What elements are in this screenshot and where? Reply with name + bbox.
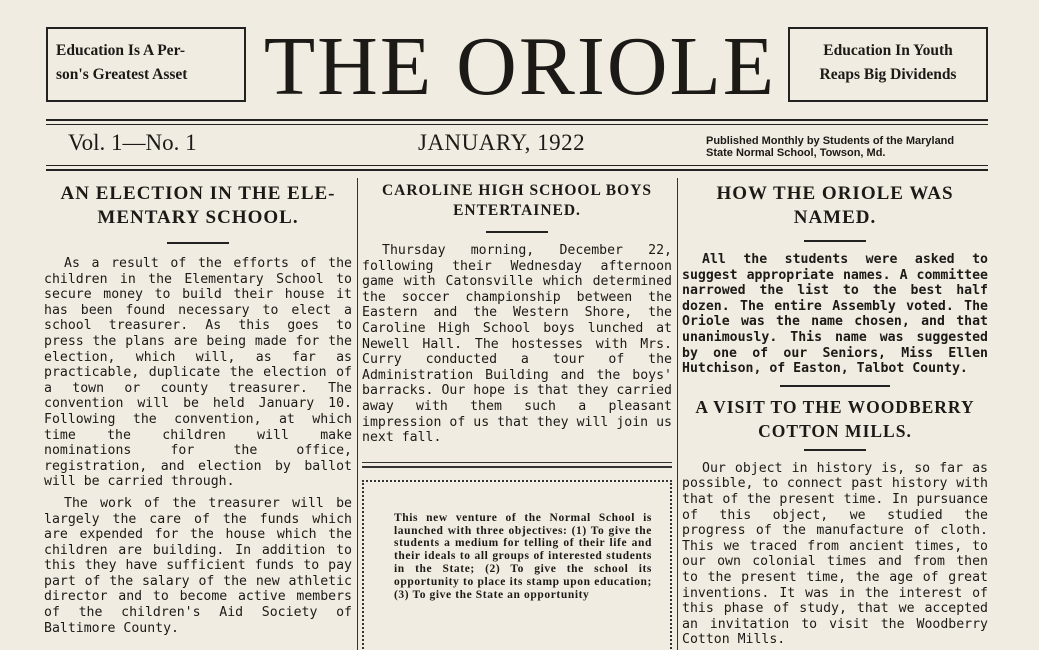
masthead-title: THE ORIOLE <box>263 20 777 113</box>
headline-line-2: ENTERTAINED. <box>453 202 581 219</box>
publisher-line-2: State Normal School, Towson, Md. <box>706 147 886 159</box>
section-divider <box>780 385 890 387</box>
headline-line-2: MENTARY SCHOOL. <box>97 207 299 228</box>
column-3 <box>682 178 988 650</box>
article-body-caroline <box>362 243 672 446</box>
paragraph: The work of the treasurer will be largely the care of the funds which are expended for the house which the children are building. In addition to this they have sufficient funds to pay part of the salary of the new athletic director and to become active members of the children's Aid Society of Baltimore County. <box>44 495 352 636</box>
headline-divider <box>804 449 866 451</box>
top-rule-thin <box>46 124 988 125</box>
left-ear-line-2: son's Greatest Asset <box>56 66 188 83</box>
article-body-election <box>44 256 352 636</box>
right-ear-line-1: Education In Youth <box>823 42 953 59</box>
headline-line-1: AN ELECTION IN THE ELE- <box>60 183 336 204</box>
article-headline-oriole-named <box>682 182 988 230</box>
left-ear-box <box>46 27 246 102</box>
article-body-woodberry <box>682 461 988 648</box>
volume-number: Vol. 1—No. 1 <box>68 130 197 155</box>
article-headline-caroline <box>362 181 672 221</box>
right-ear-line-2: Reaps Big Dividends <box>819 66 957 83</box>
headline-divider <box>486 231 548 233</box>
column-divider-1 <box>357 178 358 650</box>
column-2 <box>362 178 672 650</box>
article-headline-election <box>44 182 352 230</box>
paragraph: Thursday morning, December 22, following their Wednesday afternoon game with Catonsville which determined the soccer championship between the Eastern and the Western Shore, the Caroline High School boys lunched at Newell Hall. The hostesses with Mrs. Curry conducted a tour of the Administration Building and the boys' barracks. Our hope is that they carried away with them such a pleasant impression of us that they will join us next fall. <box>362 243 672 446</box>
right-ear-box <box>788 27 988 102</box>
article-headline-woodberry <box>682 395 988 443</box>
left-ear-line-1: Education Is A Per- <box>56 42 186 59</box>
issue-date: JANUARY, 1922 <box>418 130 586 155</box>
paragraph: As a result of the efforts of the children in the Elementary School to secure money to build their house it has been found necessary to elect a school treasurer. As this goes to press the plans are being made for the election, which will, as far as practicable, duplicate the election of a town or county treasurer. The convention will be held January 10. Following the convention, at which time the children will make nominations for the office, registration, and election by ballot will be carried through. <box>44 256 352 490</box>
column-1 <box>44 178 352 650</box>
column-divider-2 <box>677 178 678 650</box>
section-rule-thick <box>362 466 672 468</box>
bottom-rule-thick <box>46 169 988 171</box>
headline-divider <box>167 242 229 244</box>
top-rule-thick <box>46 119 988 121</box>
headline-line-2: COTTON MILLS. <box>758 420 912 441</box>
paragraph: Our object in history is, so far as possible, to connect past history with that of the present time. In pursuance of this object, we studied the progress of the manufacture of cloth. This we traced from ancient times, to our own colonial times and from then to the present time, the age of great inventions. It was in the interest of this phase of study, that we accepted an invitation to visit the Woodberry Cotton Mills. <box>682 460 988 648</box>
section-rule-thin <box>362 462 672 463</box>
headline-line-2: NAMED. <box>793 207 877 228</box>
bottom-rule-thin <box>46 165 988 166</box>
article-body-oriole-named <box>682 252 988 377</box>
headline-line-1: HOW THE ORIOLE WAS <box>716 183 954 204</box>
publisher-line-1: Published Monthly by Students of the Maryland <box>706 135 955 147</box>
boxed-notice-text: This new venture of the Normal School is launched with three objectives: (1) To give the students a medium for telling of their life and their ideals to all groups of interested students in the State; (2) To give the school its opportunity to place its stamp upon education; (3) To give the State an opportunity <box>394 511 652 601</box>
headline-line-1: A VISIT TO THE WOODBERRY <box>695 396 975 417</box>
boxed-notice <box>362 480 672 650</box>
paragraph: All the students were asked to suggest appropriate names. A committee narrowed the list to the best half dozen. The entire Assembly voted. The Oriole was the name chosen, and that unanimously. This name was suggested by one of our Seniors, Miss Ellen Hutchison, of Easton, Talbot County. <box>682 252 988 377</box>
headline-line-1: CAROLINE HIGH SCHOOL BOYS <box>381 182 653 199</box>
headline-divider <box>804 240 866 242</box>
publisher-note <box>706 135 954 159</box>
